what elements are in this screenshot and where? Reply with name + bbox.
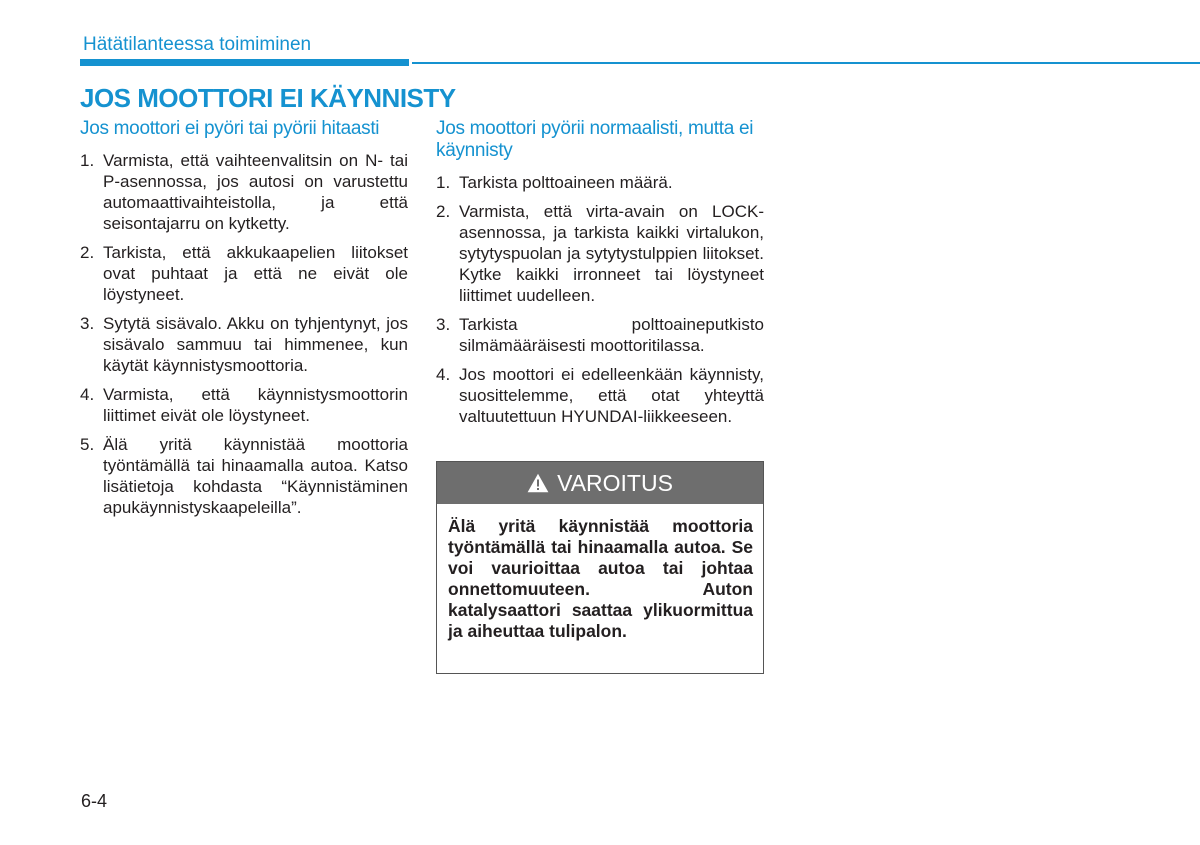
warning-heading: VAROITUS [557,469,673,496]
item-number: 5. [80,435,95,454]
list-item [80,434,408,518]
right-steps-list [436,172,764,427]
right-column [436,118,764,435]
item-number: 3. [436,315,451,334]
item-number: 1. [436,173,451,192]
item-text: Jos moottori ei edelleenkään käynnisty, suosittelemme, että otat yhteyttä valtuutettuun HYUNDAI-liikkeeseen. [459,365,764,426]
item-number: 2. [80,243,95,262]
header-bar-thick [80,59,409,66]
page-number: 6-4 [81,791,108,811]
item-number: 3. [80,314,95,333]
item-number: 1. [80,151,95,170]
header-rule [412,62,1200,64]
item-text: Tarkista polttoaineputkisto silmämääräisesti moottoritilassa. [459,315,764,355]
item-text: Tarkista polttoaineen määrä. [459,173,673,192]
left-steps-list [80,150,408,518]
left-subtitle: Jos moottori ei pyöri tai pyörii hitaasti [80,118,380,139]
item-text: Sytytä sisävalo. Akku on tyhjentynyt, jos sisävalo sammuu tai himmenee, kun käytät käynnistysmoottoria. [103,314,408,375]
section-header-label: Hätätilanteessa toimiminen [83,34,312,55]
warning-text: Älä yritä käynnistää moottoria työntämällä tai hinaamalla autoa. Se voi vaurioittaa autoa tai johtaa onnettomuuteen. Auton katalysaattori saattaa ylikuormittua ja aiheuttaa tulipalon. [448,516,753,641]
page-title: JOS MOOTTORI EI KÄYNNISTY [80,83,456,113]
list-item [436,314,764,356]
item-text: Varmista, että virta-avain on LOCK-asennossa, ja tarkista kaikki virtalukon, sytytyspuolan ja sytytystulppien liitokset. Kytke kaikki irronneet tai löystyneet liittimet uudelleen. [459,202,764,305]
list-item [436,172,764,193]
left-column [80,118,408,526]
list-item [436,364,764,427]
list-item [80,150,408,234]
list-item [80,242,408,305]
item-number: 2. [436,202,451,221]
list-item [436,201,764,306]
item-number: 4. [436,365,451,384]
warning-triangle-icon [527,473,549,493]
item-text: Tarkista, että akkukaapelien liitokset ovat puhtaat ja että ne eivät ole löystyneet. [103,243,408,304]
warning-box [436,461,764,674]
right-subtitle: Jos moottori pyörii normaalisti, mutta ei käynnisty [436,118,754,161]
item-number: 4. [80,385,95,404]
item-text: Varmista, että käynnistysmoottorin liittimet eivät ole löystyneet. [103,385,408,425]
item-text: Älä yritä käynnistää moottoria työntämällä tai hinaamalla autoa. Katso lisätietoja kohdasta “Käynnistäminen apukäynnistyskaapeleilla”. [103,435,408,517]
warning-header [437,462,763,504]
list-item [80,384,408,426]
list-item [80,313,408,376]
item-text: Varmista, että vaihteenvalitsin on N- tai P-asennossa, jos autosi on varustettu automaattivaihteistolla, ja että seisontajarru on kytketty. [103,151,408,233]
